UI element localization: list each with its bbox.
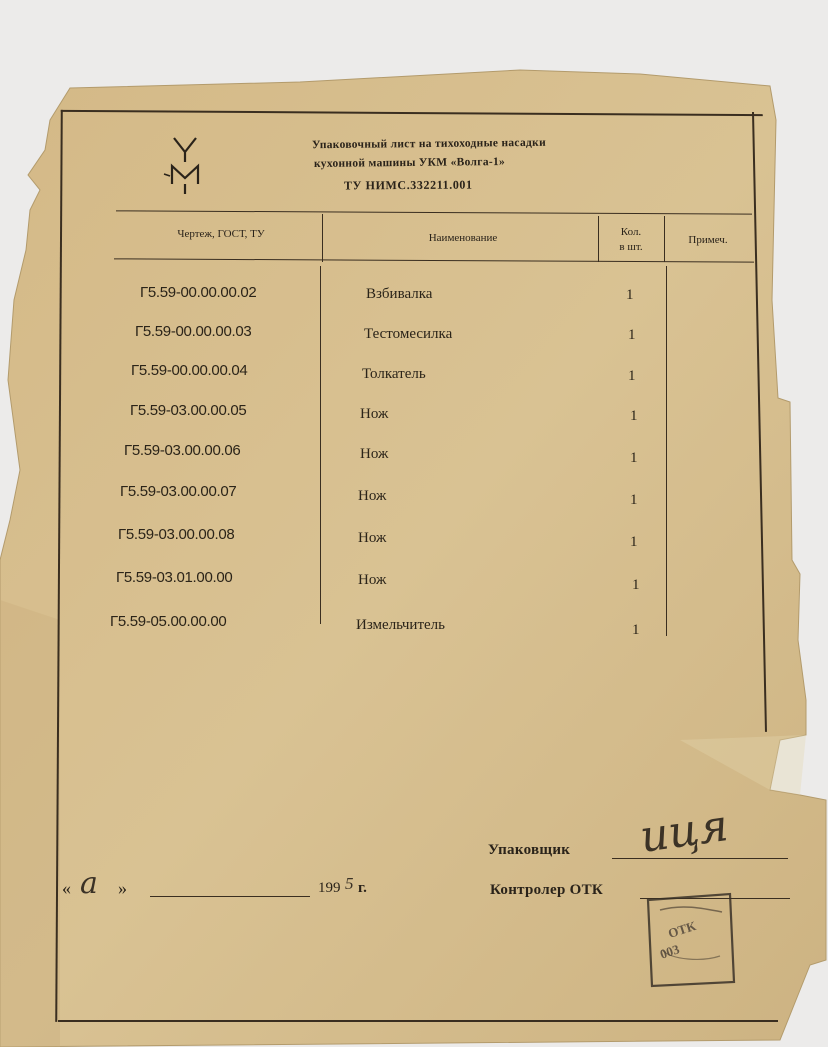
- column-header-qty-line2: в шт.: [619, 241, 643, 253]
- packer-signature: иця: [636, 800, 732, 863]
- column-header-notes: Примеч.: [688, 234, 728, 246]
- column-divider-1-body: [320, 266, 321, 624]
- ym-logo-icon: [160, 134, 210, 196]
- document-tu-number: ТУ НИМС.332211.001: [343, 177, 473, 193]
- date-year-prefix: 199: [318, 880, 341, 896]
- controller-label: Контролер ОТК: [490, 882, 604, 898]
- row-code: Г5.59-03.01.00.00: [116, 569, 233, 586]
- row-code: Г5.59-00.00.00.02: [140, 284, 257, 301]
- date-year-digit: 5: [345, 874, 354, 893]
- stamp-line1: ОТК: [666, 918, 698, 942]
- document-title-line2: кухонной машины УКМ «Волга-1»: [313, 155, 506, 171]
- otk-stamp-icon: [642, 890, 738, 990]
- row-qty: 1: [630, 492, 638, 508]
- row-qty: 1: [626, 287, 634, 303]
- row-qty: 1: [628, 368, 636, 384]
- row-code: Г5.59-05.00.00.00: [110, 613, 227, 630]
- column-divider-3-body: [666, 266, 667, 636]
- column-divider-3: [664, 216, 665, 262]
- row-code: Г5.59-03.00.00.06: [124, 442, 241, 459]
- document-title-line1: Упаковочный лист на тихоходные насадки: [311, 136, 547, 152]
- date-day-handwritten: а: [80, 866, 98, 901]
- row-code: Г5.59-03.00.00.08: [118, 526, 235, 543]
- row-qty: 1: [630, 408, 638, 424]
- stamp-line2: 003: [658, 941, 682, 962]
- date-year-suffix: г.: [358, 880, 367, 896]
- packer-label: Упаковщик: [488, 842, 571, 858]
- date-day-open-quote: «: [62, 878, 71, 898]
- column-divider-2: [598, 216, 599, 262]
- row-name: Нож: [358, 572, 387, 588]
- frame-bottom-line: [58, 1020, 778, 1022]
- row-qty: 1: [630, 450, 638, 466]
- column-header-qty-line1: Кол.: [620, 226, 642, 238]
- row-name: Нож: [360, 406, 389, 422]
- column-header-drawing: Чертеж, ГОСТ, ТУ: [177, 228, 265, 240]
- row-name: Нож: [360, 446, 389, 462]
- column-divider-1: [322, 214, 323, 262]
- row-name: Тестомесилка: [364, 326, 453, 342]
- row-code: Г5.59-03.00.00.05: [130, 402, 247, 419]
- row-code: Г5.59-00.00.00.04: [131, 362, 248, 379]
- row-name: Измельчитель: [356, 617, 445, 633]
- row-name: Толкатель: [362, 366, 426, 382]
- date-day-close-quote: »: [118, 878, 127, 898]
- row-code: Г5.59-00.00.00.03: [135, 323, 252, 340]
- row-qty: 1: [630, 534, 638, 550]
- row-qty: 1: [632, 577, 640, 593]
- row-code: Г5.59-03.00.00.07: [120, 483, 237, 500]
- column-header-name: Наименование: [428, 232, 498, 244]
- row-qty: 1: [628, 327, 636, 343]
- date-month-line: [150, 896, 310, 897]
- row-name: Взбивалка: [366, 286, 433, 302]
- packer-signature-line: [612, 858, 788, 859]
- row-name: Нож: [358, 530, 387, 546]
- row-qty: 1: [632, 622, 640, 638]
- row-name: Нож: [358, 488, 387, 504]
